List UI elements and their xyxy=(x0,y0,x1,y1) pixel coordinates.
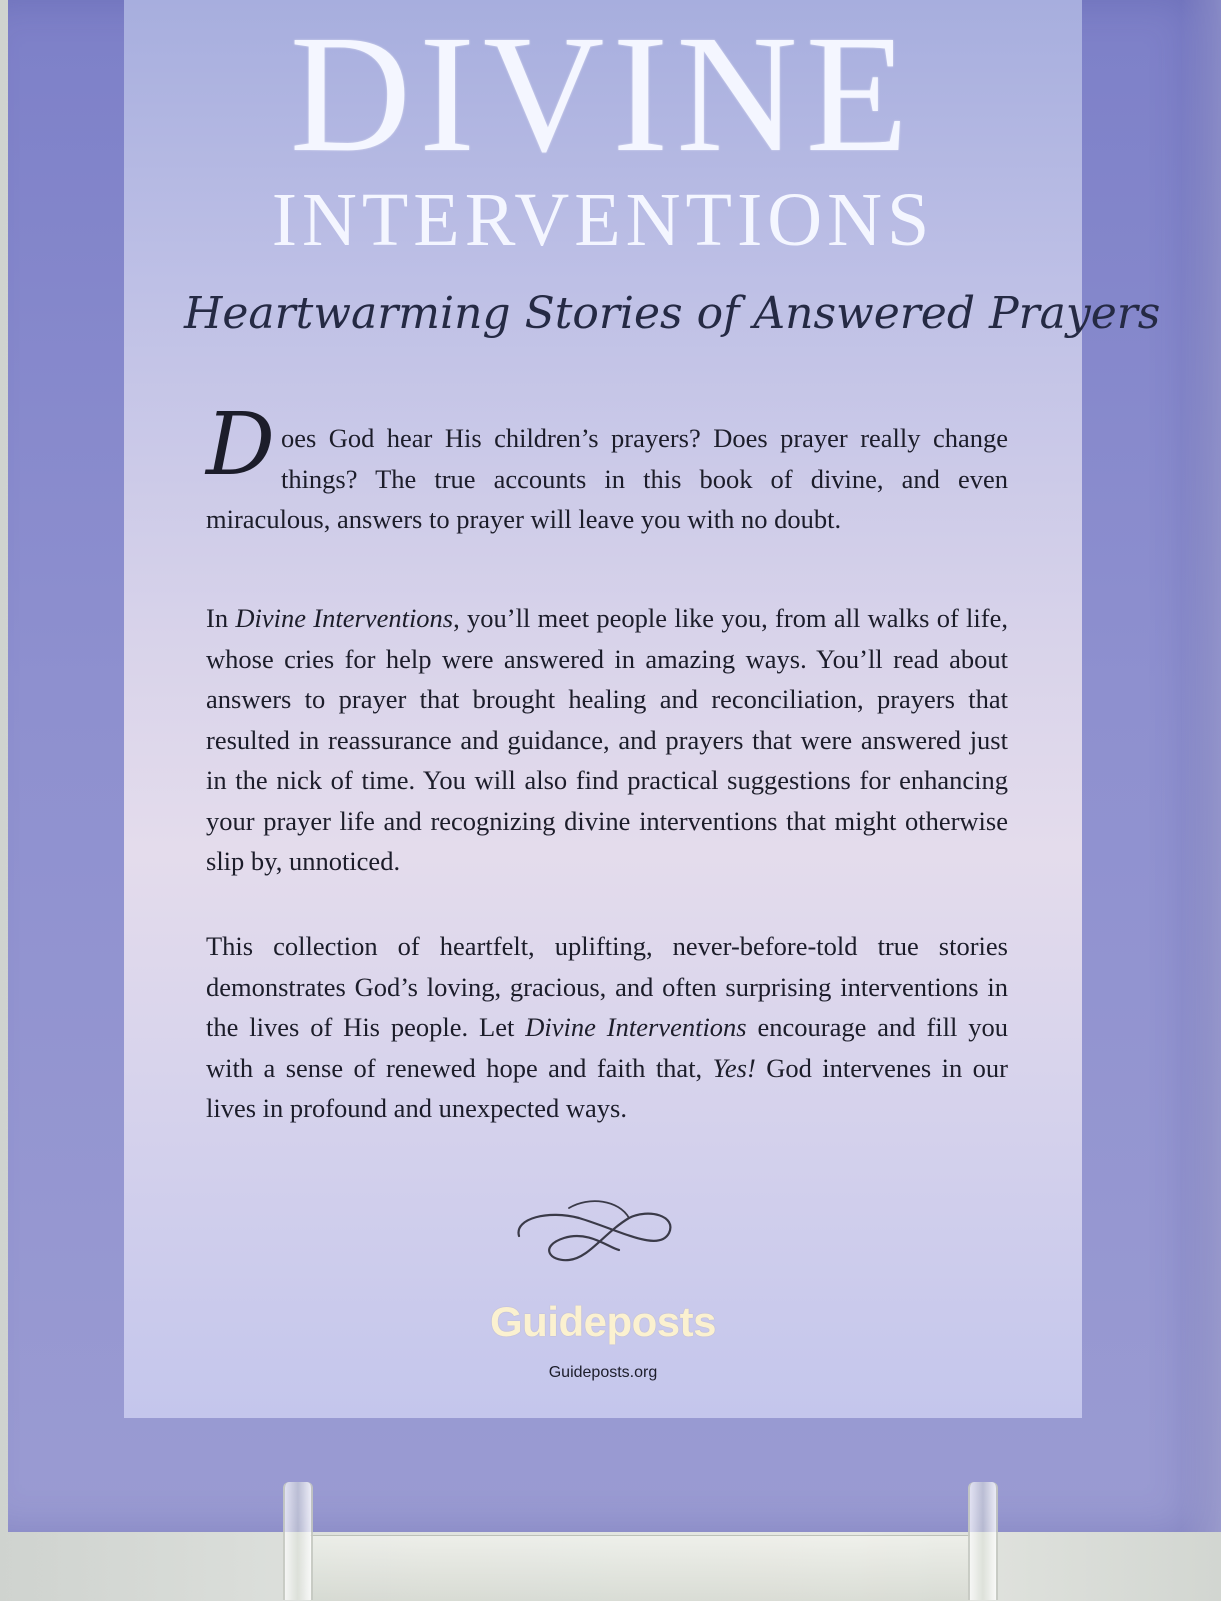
drop-cap: D xyxy=(206,395,275,495)
blurb-p2-after: , you’ll meet people like you, from all walks of life, whose cries for help were answered in amazing ways. You’ll read about answers to prayer that brought healing and reconciliation, prayers that resulted in reassurance and guidance, and prayers that were answered just in the nick of time. You will also find practical suggestions for enhancing your prayer life and recognizing divine interventions that might otherwise slip by, unnoticed. xyxy=(206,603,1008,876)
book-title: DIVINE xyxy=(289,1,917,187)
book-subtitle: INTERVENTIONS xyxy=(271,178,935,262)
book-edge xyxy=(1181,0,1221,1532)
cover-panel xyxy=(124,0,1161,1418)
flourish-ornament-icon xyxy=(509,1188,684,1278)
blurb-p3-title: Divine Interventions xyxy=(525,1012,747,1042)
blurb-p3-middle: encourage and fill you with a sense of renewed hope and faith that, xyxy=(206,1012,1009,1083)
blurb-p3-before: This collection of heartfelt, uplifting, never-before-told true stories demonstrates God’s loving, gracious, and often surprising interventions in the lives of His people. Let xyxy=(206,931,1008,1042)
blurb-p2-title: Divine Interventions xyxy=(235,603,454,633)
blurb-paragraph-3 xyxy=(206,926,1008,1129)
blurb-p3-yes: Yes! xyxy=(712,1052,756,1083)
publisher-url: Guideposts.org xyxy=(548,1364,658,1381)
book-tagline: Heartwarming Stories of Answered Prayers xyxy=(184,288,1161,339)
book-back-cover xyxy=(8,0,1221,1532)
display-stand-base xyxy=(310,1535,970,1601)
blurb-p3-after: God intervenes in our lives in profound and unexpected ways. xyxy=(206,1052,1008,1123)
blurb-paragraph-2 xyxy=(206,598,1008,882)
display-stand-right-arm xyxy=(968,1482,998,1600)
blurb-p2-before: In xyxy=(206,603,236,633)
blurb-paragraph-1 xyxy=(206,395,1008,540)
publisher-logo: Guideposts xyxy=(489,1298,717,1345)
display-stand-left-arm xyxy=(283,1482,313,1600)
blurb-p1-text: oes God hear His children’s prayers? Does prayer really change things? The true accounts in this book of divine, and even miraculous, answers to prayer will leave you with no doubt. xyxy=(206,423,1008,534)
